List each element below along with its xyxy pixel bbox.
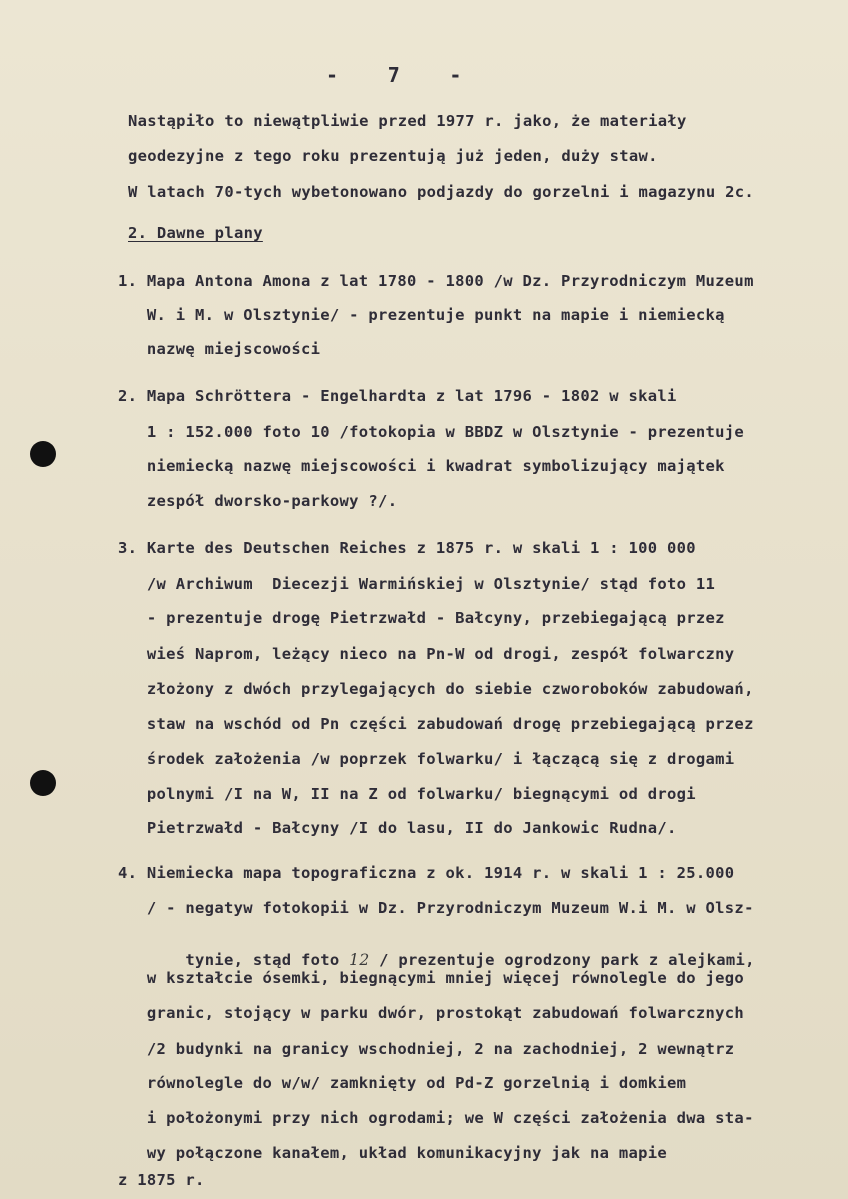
list-item-line: staw na wschód od Pn części zabudowań drogę przebiegającą przez	[118, 715, 754, 733]
list-item-line: nazwę miejscowości	[118, 340, 321, 358]
intro-line: W latach 70-tych wybetonowano podjazdy do gorzelni i magazynu 2c.	[128, 183, 755, 201]
list-item-line: 2. Mapa Schröttera - Engelhardta z lat 1796 - 1802 w skali	[118, 387, 677, 405]
section-heading: 2. Dawne plany	[128, 224, 263, 242]
list-item-line: 3. Karte des Deutschen Reiches z 1875 r. w skali 1 : 100 000	[118, 539, 696, 557]
list-item-line: Pietrzwałd - Bałcyny /I do lasu, II do Jankowic Rudna/.	[118, 819, 677, 837]
list-item-line: niemiecką nazwę miejscowości i kwadrat symbolizujący majątek	[118, 457, 725, 475]
list-item-line: 1. Mapa Antona Amona z lat 1780 - 1800 /w Dz. Przyrodniczym Muzeum	[118, 272, 754, 290]
list-item-line: / - negatyw fotokopii w Dz. Przyrodniczym Muzeum W.i M. w Olsz-	[118, 899, 754, 917]
intro-line: geodezyjne z tego roku prezentują już jeden, duży staw.	[128, 147, 658, 165]
list-item-line: wieś Naprom, leżący nieco na Pn-W od drogi, zespół folwarczny	[118, 645, 735, 663]
page-number: - 7 -	[326, 63, 462, 87]
list-item-line: W. i M. w Olsztynie/ - prezentuje punkt na mapie i niemiecką	[118, 306, 725, 324]
list-item-line: granic, stojący w parku dwór, prostokąt zabudowań folwarcznych	[118, 1004, 745, 1022]
list-item-line: /2 budynki na granicy wschodniej, 2 na zachodniej, 2 wewnątrz	[118, 1040, 735, 1058]
punch-hole-top	[30, 441, 56, 467]
list-item-line: wy połączone kanałem, układ komunikacyjny jak na mapie	[118, 1144, 668, 1162]
list-item-line: równolegle do w/w/ zamknięty od Pd-Z gorzelnią i domkiem	[118, 1074, 687, 1092]
handwritten-photo-number: 12	[349, 951, 370, 969]
list-item-line: złożony z dwóch przylegających do siebie czworoboków zabudowań,	[118, 680, 754, 698]
list-item-line: zespół dworsko-parkowy ?/.	[118, 492, 398, 510]
list-item-line: polnymi /I na W, II na Z od folwarku/ biegnącymi od drogi	[118, 785, 696, 803]
list-item-line: 4. Niemiecka mapa topograficzna z ok. 1914 r. w skali 1 : 25.000	[118, 864, 735, 882]
list-item-line: /w Archiwum Diecezji Warmińskiej w Olsztynie/ stąd foto 11	[118, 575, 716, 593]
list-item-line: i położonymi przy nich ogrodami; we W części założenia dwa sta-	[118, 1109, 754, 1127]
list-item-line: z 1875 r.	[118, 1171, 205, 1189]
intro-line: Nastąpiło to niewątpliwie przed 1977 r. jako, że materiały	[128, 112, 687, 130]
list-item-line: środek założenia /w poprzek folwarku/ i łączącą się z drogami	[118, 750, 735, 768]
list-item-line: w kształcie ósemki, biegnącymi mniej więcej równolegle do jego	[118, 969, 745, 987]
list-item-line: 1 : 152.000 foto 10 /fotokopia w BBDZ w Olsztynie - prezentuje	[118, 423, 745, 441]
punch-hole-bottom	[30, 770, 56, 796]
list-item-line-start: tynie, stąd foto	[156, 951, 350, 969]
list-item-line-end: / prezentuje ogrodzony park z alejkami,	[369, 951, 755, 969]
list-item-line: - prezentuje drogę Pietrzwałd - Bałcyny, przebiegającą przez	[118, 609, 725, 627]
